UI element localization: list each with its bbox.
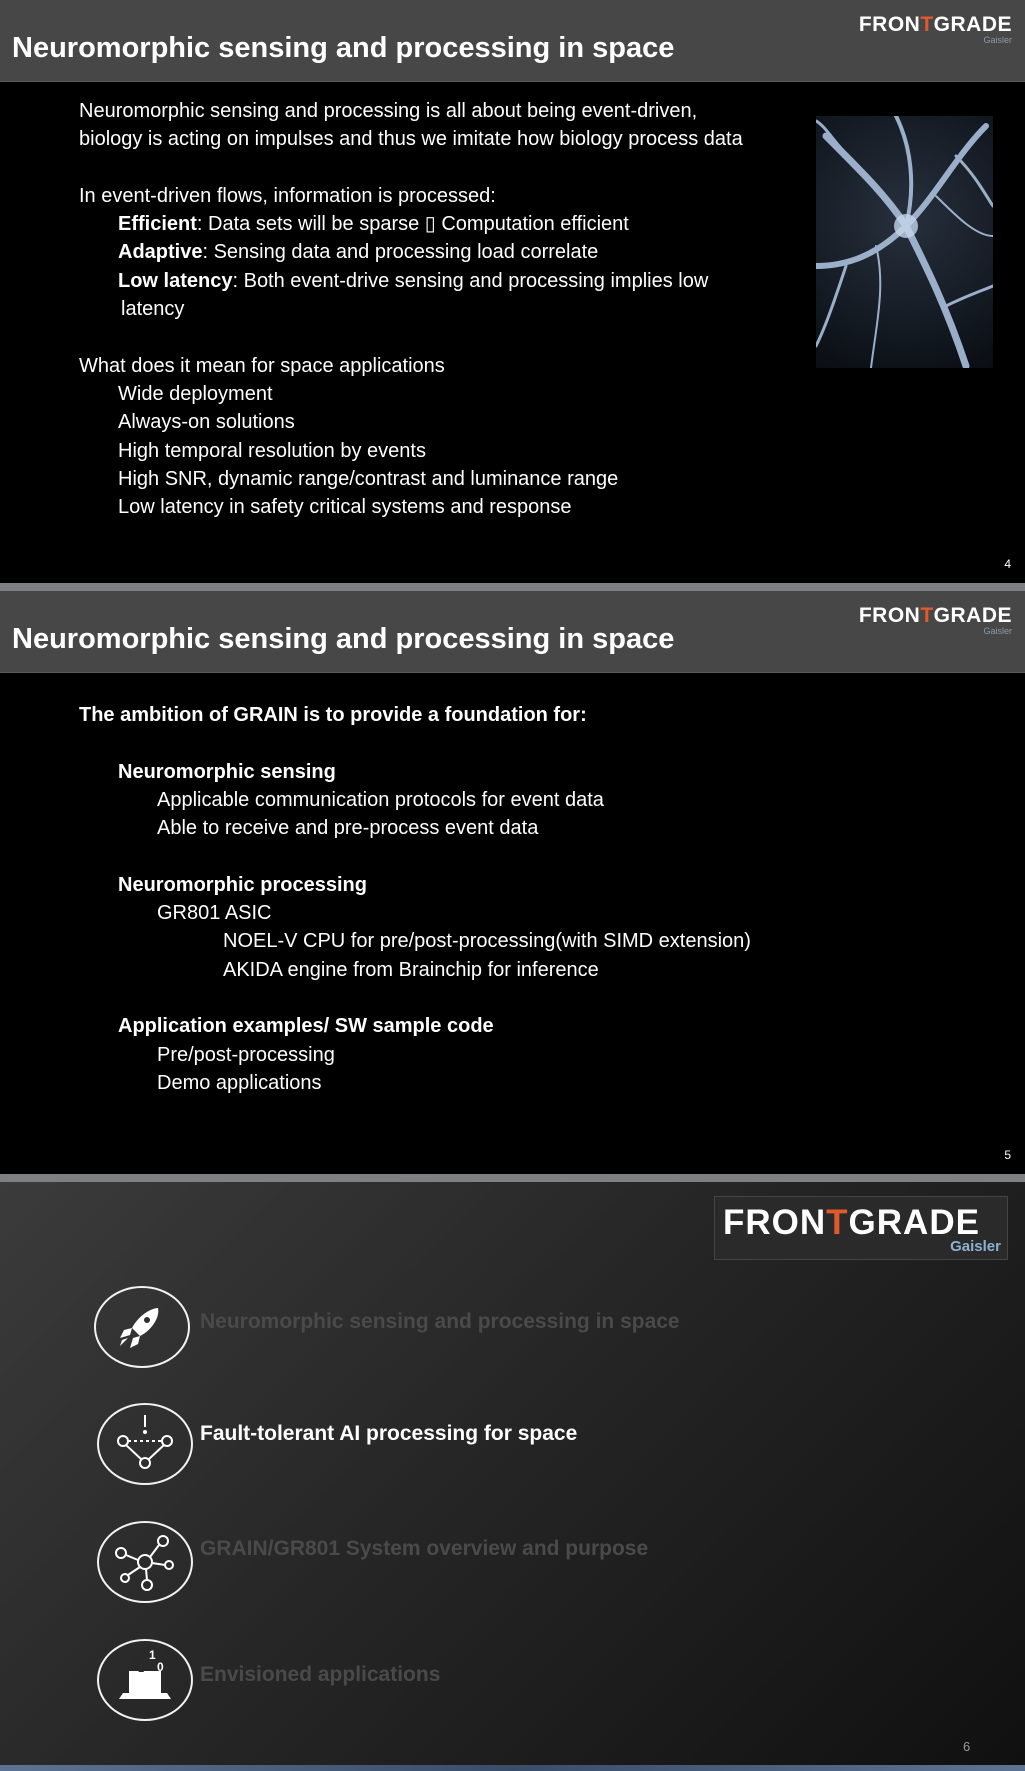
list-item: Wide deployment xyxy=(118,382,273,405)
neuron-image xyxy=(816,116,993,368)
svg-text:1: 1 xyxy=(138,1663,145,1675)
flows-heading: In event-driven flows, information is processed: xyxy=(79,184,496,207)
list-item: Able to receive and pre-process event data xyxy=(157,817,539,840)
bullet-efficient: Efficient: Data sets will be sparse ▯ Computation efficient xyxy=(118,213,629,236)
rocket-icon xyxy=(94,1286,190,1368)
frontgrade-logo: FRONTGRADE Gaisler xyxy=(858,13,1012,45)
list-item: High temporal resolution by events xyxy=(118,439,426,462)
slide-body xyxy=(13,97,813,521)
network-alert-icon xyxy=(97,1403,193,1485)
slide-6 xyxy=(0,1182,1025,1771)
laptop-binary-icon xyxy=(97,1639,193,1721)
slide-4 xyxy=(0,0,1025,583)
intro-line: Neuromorphic sensing and processing is all about being event-driven, xyxy=(79,100,698,122)
frontgrade-logo: FRONTGRADE Gaisler xyxy=(858,604,1012,636)
list-item: GR801 ASIC xyxy=(157,902,272,925)
list-item: Pre/post-processing xyxy=(157,1043,335,1066)
hub-network-icon xyxy=(97,1521,193,1603)
list-item: NOEL-V CPU for pre/post-processing(with SIMD extension) xyxy=(223,930,751,953)
list-item: Applicable communication protocols for event data xyxy=(157,788,604,811)
svg-text:1: 1 xyxy=(149,1648,156,1662)
list-item: High SNR, dynamic range/contrast and luminance range xyxy=(118,467,619,490)
page-number: 4 xyxy=(1004,557,1011,571)
bottom-strip xyxy=(0,1765,1025,1771)
agenda-item-active[interactable]: Fault-tolerant AI processing for space xyxy=(200,1422,578,1445)
list-item: Low latency in safety critical systems and response xyxy=(118,496,572,519)
agenda-item[interactable]: GRAIN/GR801 System overview and purpose xyxy=(200,1537,649,1560)
list-item: Always-on solutions xyxy=(118,411,295,434)
space-heading: What does it mean for space applications xyxy=(79,354,445,377)
svg-text:0: 0 xyxy=(157,1660,164,1674)
intro-line: biology is acting on impulses and thus we imitate how biology process data xyxy=(79,128,743,151)
page-number: 5 xyxy=(1004,1148,1011,1162)
agenda-item[interactable]: Neuromorphic sensing and processing in space xyxy=(200,1310,680,1333)
slide-title-bar xyxy=(0,591,1025,673)
slide-title: Neuromorphic sensing and processing in space xyxy=(12,32,675,64)
processing-heading: Neuromorphic processing xyxy=(118,873,367,896)
list-item: AKIDA engine from Brainchip for inference xyxy=(223,958,599,981)
slide-5 xyxy=(0,591,1025,1174)
page-number: 6 xyxy=(963,1739,971,1754)
slide-title-bar xyxy=(0,0,1025,82)
slide-body xyxy=(13,701,1013,1097)
bullet-wrap: latency xyxy=(121,298,185,321)
agenda-item[interactable]: Envisioned applications xyxy=(200,1663,441,1686)
slide-separator xyxy=(0,583,1025,591)
frontgrade-logo: FRONTGRADE Gaisler xyxy=(714,1196,1008,1260)
sensing-heading: Neuromorphic sensing xyxy=(118,760,336,783)
bullet-adaptive: Adaptive: Sensing data and processing load correlate xyxy=(118,241,599,264)
slide-title: Neuromorphic sensing and processing in space xyxy=(12,623,675,655)
list-item: Demo applications xyxy=(157,1071,322,1094)
bullet-low-latency: Low latency: Both event-drive sensing and processing implies low xyxy=(118,269,709,292)
apps-heading: Application examples/ SW sample code xyxy=(118,1015,494,1038)
slide-separator xyxy=(0,1174,1025,1182)
ambition-heading: The ambition of GRAIN is to provide a foundation for: xyxy=(79,704,587,726)
